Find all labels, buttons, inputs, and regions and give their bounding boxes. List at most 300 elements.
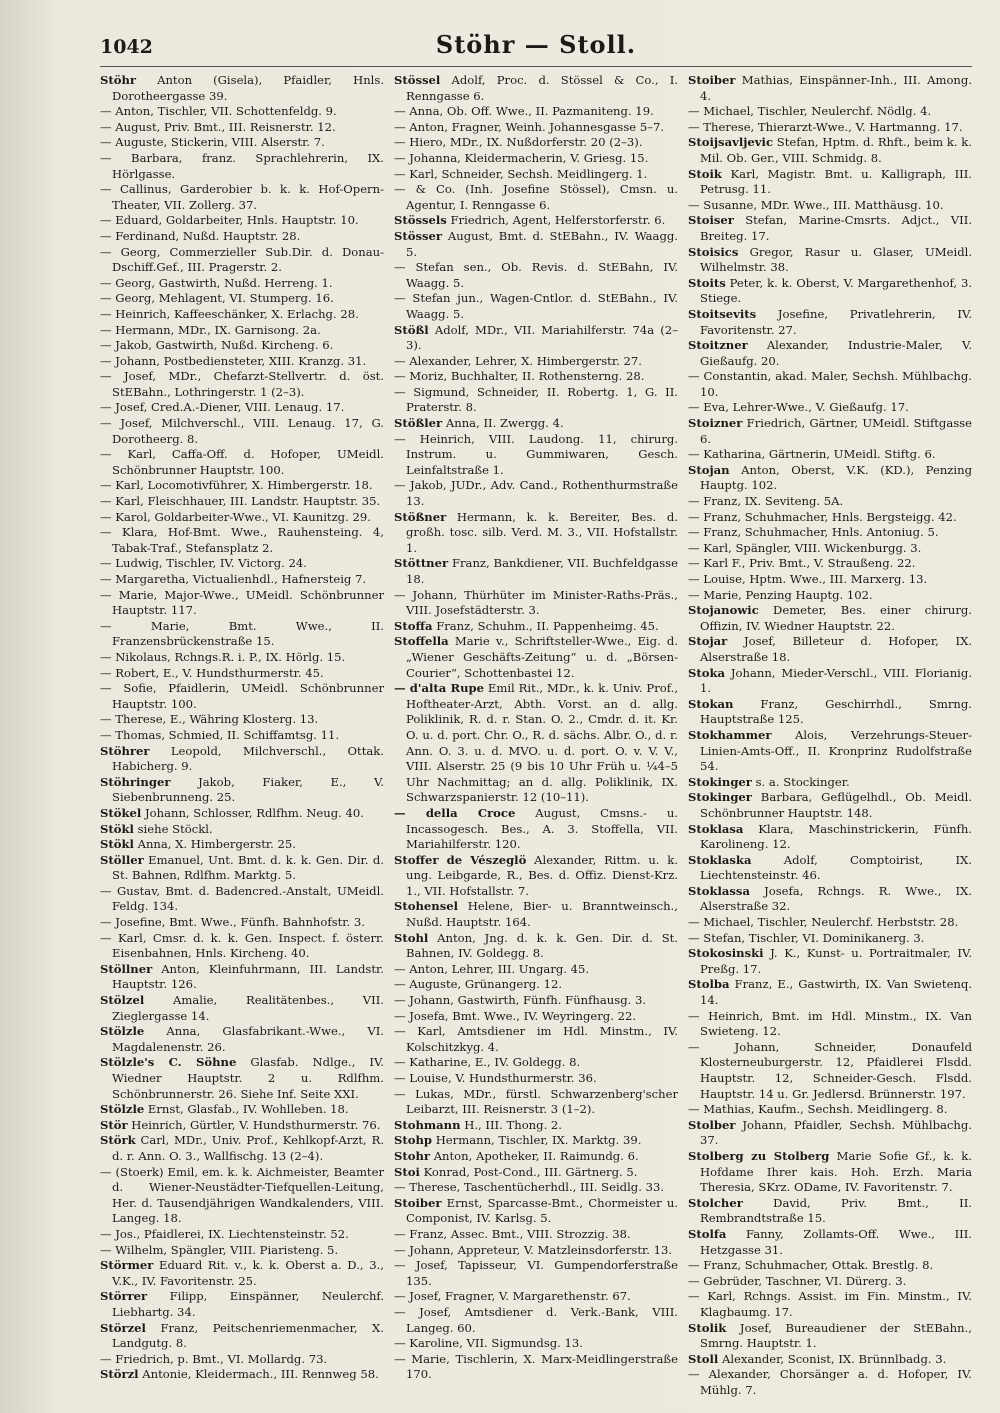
directory-entry bbox=[688, 541, 972, 557]
entry-details: Adolf, MDr., VII. Mariahilferstr. 74a (2–3). bbox=[406, 322, 678, 353]
entry-details: Adolf, Comptoirist, IX. Liechtensteinstr. 46. bbox=[700, 852, 972, 883]
entry-details: — Alexander, Chorsänger a. d. Hofoper, IV. Mühlg. 7. bbox=[688, 1367, 972, 1397]
directory-entry bbox=[100, 494, 384, 510]
directory-entry bbox=[394, 104, 678, 120]
directory-entry bbox=[394, 1258, 678, 1289]
directory-entry bbox=[394, 260, 678, 291]
entry-details: Helene, Bier- u. Branntweinsch., Nußd. Hauptstr. 164. bbox=[406, 899, 678, 930]
directory-entry bbox=[394, 1087, 678, 1118]
entry-details: David, Priv. Bmt., II. Rembrandtstraße 15. bbox=[700, 1195, 972, 1226]
directory-entry bbox=[100, 915, 384, 931]
directory-entry bbox=[394, 1118, 678, 1134]
directory-entry bbox=[100, 416, 384, 447]
directory-entry bbox=[688, 556, 972, 572]
directory-entry bbox=[394, 681, 678, 806]
directory-entry bbox=[100, 338, 384, 354]
directory-entry bbox=[688, 977, 972, 1008]
entry-surname: Stojan bbox=[688, 462, 730, 477]
entry-details: Filipp, Einspänner, Neulerchf. Liebhartg. 34. bbox=[112, 1289, 384, 1319]
entry-details: — Anton, Tischler, VII. Schottenfeldg. 9. bbox=[100, 104, 337, 119]
entry-details: — & Co. (Inh. Josefine Stössel), Cmsn. u. Agentur, I. Renngasse 6. bbox=[394, 182, 678, 212]
directory-entry bbox=[688, 1352, 972, 1368]
directory-entry bbox=[688, 697, 972, 728]
directory-entry bbox=[688, 572, 972, 588]
entry-details: — Nikolaus, Rchngs.R. i. P., IX. Hörlg. 15. bbox=[100, 649, 346, 664]
directory-entry bbox=[100, 1258, 384, 1289]
directory-entry bbox=[394, 1055, 678, 1071]
directory-entry bbox=[394, 931, 678, 962]
column-right bbox=[688, 73, 972, 1398]
directory-entry bbox=[100, 307, 384, 323]
entry-details: Klara, Maschinstrickerin, Fünfh. Karolineng. 12. bbox=[700, 821, 972, 852]
directory-entry bbox=[688, 494, 972, 510]
directory-entry bbox=[100, 666, 384, 682]
entry-details: Amalie, Realitätenbes., VII. Zieglergasse 14. bbox=[112, 993, 384, 1023]
directory-entry bbox=[394, 1165, 678, 1181]
entry-details: Leopold, Milchverschl., Ottak. Habicherg. 9. bbox=[112, 743, 384, 774]
directory-entry bbox=[394, 977, 678, 993]
entry-surname: — della Croce bbox=[394, 805, 516, 820]
directory-entry bbox=[688, 1289, 972, 1320]
entry-details: — Sofie, Pfaidlerin, UMeidl. Schönbrunner Hauptstr. 100. bbox=[100, 681, 384, 711]
directory-entry bbox=[100, 1289, 384, 1320]
entry-details: — Georg, Commerzieller Sub.Dir. d. Donau-Dschiff.Gef., III. Pragerstr. 2. bbox=[100, 244, 384, 275]
entry-surname: Stokosinski bbox=[688, 946, 764, 961]
directory-entry bbox=[394, 1009, 678, 1025]
directory-entry bbox=[394, 229, 678, 260]
directory-entry bbox=[100, 884, 384, 915]
entry-details: Johann, Pfaidler, Sechsh. Mühlbachg. 37. bbox=[700, 1117, 972, 1148]
entry-details: — Jakob, Gastwirth, Nußd. Kircheng. 6. bbox=[100, 338, 334, 353]
directory-entry bbox=[394, 167, 678, 183]
directory-entry bbox=[100, 151, 384, 182]
entry-surname: Stoffer de Vészeglö bbox=[394, 852, 527, 867]
directory-entry bbox=[688, 1227, 972, 1258]
entry-details: Heinrich, Gürtler, V. Hundsthurmerstr. 76. bbox=[131, 1117, 381, 1132]
directory-entry bbox=[394, 1336, 678, 1352]
entry-surname: Stölzle's C. Söhne bbox=[100, 1055, 237, 1070]
directory-entry bbox=[394, 1133, 678, 1149]
entry-surname: Stojanowic bbox=[688, 603, 759, 618]
directory-entry bbox=[100, 323, 384, 339]
directory-entry bbox=[394, 962, 678, 978]
directory-entry bbox=[100, 1352, 384, 1368]
directory-entry bbox=[100, 588, 384, 619]
entry-details: — Therese, Taschentücherhdl., III. Seidlg. 33. bbox=[394, 1180, 665, 1195]
entry-surname: Stöttner bbox=[394, 556, 449, 571]
entry-surname: Stoijsavljevic bbox=[688, 135, 774, 150]
entry-details: — Johann, Gastwirth, Fünfh. Fünfhausg. 3. bbox=[394, 993, 647, 1008]
entry-surname: Stör bbox=[100, 1117, 128, 1132]
entry-details: — Josef, MDr., Chefarzt-Stellvertr. d. öst. StEBahn., Lothringerstr. 1 (2–3). bbox=[100, 369, 384, 399]
entry-surname: Stoiber bbox=[394, 1195, 442, 1210]
entry-surname: Störk bbox=[100, 1133, 136, 1148]
directory-entry bbox=[688, 307, 972, 338]
entry-details: — Hermann, MDr., IX. Garnisong. 2a. bbox=[100, 322, 321, 337]
entry-details: — Barbara, franz. Sprachlehrerin, IX. Hörlgasse. bbox=[100, 150, 384, 181]
directory-entry bbox=[394, 432, 678, 479]
entry-surname: Stoiber bbox=[688, 73, 736, 87]
directory-entry bbox=[100, 775, 384, 806]
entry-details: August, Cmsns.- u. Incassogesch. Bes., A. 3. Stoffella, VII. Mariahilferstr. 120. bbox=[406, 805, 678, 852]
entry-details: — Anna, Ob. Off. Wwe., II. Pazmaniteng. 19. bbox=[394, 104, 654, 119]
entry-surname: Stössels bbox=[394, 213, 447, 228]
directory-entry bbox=[100, 1055, 384, 1102]
entry-details: Stefan, Marine-Cmsrts. Adjct., VII. Breiteg. 17. bbox=[700, 213, 972, 243]
directory-entry bbox=[100, 229, 384, 245]
entry-details: — Anton, Lehrer, III. Ungarg. 45. bbox=[394, 961, 590, 976]
directory-entry bbox=[100, 806, 384, 822]
entry-details: — August, Priv. Bmt., III. Reisnerstr. 12. bbox=[100, 119, 336, 134]
entry-surname: Stoffa bbox=[394, 618, 433, 633]
entry-surname: Stolcher bbox=[688, 1195, 743, 1210]
entry-details: — Karl F., Priv. Bmt., V. Straußeng. 22. bbox=[688, 556, 916, 571]
directory-entry bbox=[688, 510, 972, 526]
entry-details: Ernst, Sparcasse-Bmt., Chormeister u. Componist, IV. Karlsg. 5. bbox=[406, 1195, 678, 1226]
entry-details: Anna, II. Zwergg. 4. bbox=[445, 416, 564, 431]
directory-entry bbox=[688, 634, 972, 665]
entry-details: — Constantin, akad. Maler, Sechsh. Mühlbachg. 10. bbox=[688, 369, 972, 399]
directory-entry bbox=[100, 478, 384, 494]
directory-entry bbox=[100, 1133, 384, 1164]
entry-details: — Franz, Schuhmacher, Hnls. Antoniug. 5. bbox=[688, 525, 939, 540]
entry-details: — Johann, Postbediensteter, XIII. Kranzg. 31. bbox=[100, 353, 367, 368]
directory-entry bbox=[394, 182, 678, 213]
entry-details: Johann, Mieder-Verschl., VIII. Florianig. 1. bbox=[700, 665, 972, 696]
entry-details: — Ludwig, Tischler, IV. Victorg. 24. bbox=[100, 556, 307, 571]
entry-details: Franz, Peitschenriemenmacher, X. Landgutg. 8. bbox=[112, 1320, 384, 1351]
entry-details: — Hiero, MDr., IX. Nußdorferstr. 20 (2–3). bbox=[394, 135, 643, 150]
directory-entry bbox=[394, 369, 678, 385]
directory-entry bbox=[394, 1196, 678, 1227]
entry-details: — Marie, Major-Wwe., UMeidl. Schönbrunner Hauptstr. 117. bbox=[100, 587, 384, 618]
directory-entry bbox=[100, 556, 384, 572]
directory-entry bbox=[688, 416, 972, 447]
entry-surname: Stolba bbox=[688, 977, 730, 992]
directory-entry bbox=[394, 634, 678, 681]
entry-surname: Stößler bbox=[394, 416, 443, 431]
entry-details: — Karl, Schneider, Sechsh. Meidlingerg. 1. bbox=[394, 166, 648, 181]
running-head: Stöhr — Stoll. bbox=[435, 30, 637, 59]
entry-surname: Stoitzner bbox=[688, 338, 748, 353]
directory-entry bbox=[688, 1274, 972, 1290]
directory-entry bbox=[688, 1196, 972, 1227]
directory-entry bbox=[688, 1321, 972, 1352]
entry-details: — Mathias, Kaufm., Sechsh. Meidlingerg. 8. bbox=[688, 1102, 948, 1117]
entry-details: — Karoline, VII. Sigmundsg. 13. bbox=[394, 1336, 583, 1351]
entry-details: Mathias, Einspänner-Inh., III. Among. 4. bbox=[700, 73, 972, 103]
entry-surname: Stoitsevits bbox=[688, 306, 757, 321]
entry-details: — (Stoerk) Emil, em. k. k. Aichmeister, Beamter d. Wiener-Neustädter-Tiefquellen-Leitung, Her. d. Tausendjährigen Wandkalenders, VIII. Langeg. 18. bbox=[100, 1164, 384, 1226]
directory-entry bbox=[100, 510, 384, 526]
directory-entry bbox=[100, 276, 384, 292]
directory-entry bbox=[394, 135, 678, 151]
directory-entry bbox=[100, 650, 384, 666]
entry-surname: Stohp bbox=[394, 1133, 432, 1148]
entry-details: — Wilhelm, Spängler, VIII. Piaristeng. 5. bbox=[100, 1242, 339, 1257]
page-number: 1042 bbox=[100, 36, 153, 58]
entry-details: — Louise, Hptm. Wwe., III. Marxerg. 13. bbox=[688, 572, 928, 586]
entry-details: Emanuel, Unt. Bmt. d. k. k. Gen. Dir. d. St. Bahnen, Rdlfhm. Marktg. 5. bbox=[112, 852, 384, 883]
directory-entry bbox=[394, 416, 678, 432]
directory-entry bbox=[394, 588, 678, 619]
directory-entry bbox=[394, 385, 678, 416]
entry-details: Anton, Apotheker, II. Raimundg. 6. bbox=[433, 1148, 639, 1163]
entry-details: Friedrich, Agent, Helferstorferstr. 6. bbox=[450, 213, 666, 228]
entry-details: — Michael, Tischler, Neulerchf. Nödlg. 4. bbox=[688, 104, 932, 119]
directory-entry bbox=[688, 245, 972, 276]
directory-entry bbox=[688, 463, 972, 494]
entry-details: — Callinus, Garderobier b. k. k. Hof-Opern-Theater, VII. Zollerg. 37. bbox=[100, 182, 384, 212]
directory-entry bbox=[100, 1243, 384, 1259]
entry-details: — Marie, Penzing Hauptg. 102. bbox=[688, 587, 873, 602]
entry-surname: Stohr bbox=[394, 1148, 430, 1163]
directory-entry bbox=[100, 525, 384, 556]
entry-details: — Johann, Thürhüter im Minister-Raths-Präs., VIII. Josefstädterstr. 3. bbox=[394, 587, 678, 618]
directory-entry bbox=[100, 837, 384, 853]
directory-entry bbox=[688, 198, 972, 214]
directory-entry bbox=[688, 822, 972, 853]
directory-entry bbox=[394, 1289, 678, 1305]
column-left bbox=[100, 73, 384, 1398]
directory-entry bbox=[394, 1227, 678, 1243]
entry-details: — Stefan jun., Wagen-Cntlor. d. StEBahn., IV. Waagg. 5. bbox=[394, 291, 678, 321]
directory-entry bbox=[688, 931, 972, 947]
entry-details: — Gebrüder, Taschner, VI. Dürerg. 3. bbox=[688, 1273, 907, 1288]
entry-details: August, Bmt. d. StEBahn., IV. Waagg. 5. bbox=[406, 228, 678, 259]
directory-entry bbox=[394, 151, 678, 167]
entry-details: — Josef, Tapisseur, VI. Gumpendorferstraße 135. bbox=[394, 1258, 678, 1288]
entry-surname: Stokinger bbox=[688, 790, 752, 805]
directory-entry bbox=[394, 291, 678, 322]
entry-surname: Stoka bbox=[688, 665, 726, 680]
entry-details: Josefa, Rchngs. R. Wwe., IX. Alserstraße 32. bbox=[700, 883, 972, 914]
directory-entry bbox=[394, 73, 678, 104]
entry-details: — Margaretha, Victualienhdl., Hafnersteig 7. bbox=[100, 572, 367, 586]
entry-surname: Stössel bbox=[394, 73, 441, 87]
directory-entry bbox=[688, 276, 972, 307]
entry-surname: Stoik bbox=[688, 166, 722, 181]
entry-surname: Stoklasa bbox=[688, 821, 744, 836]
directory-entry bbox=[394, 478, 678, 509]
entry-details: — Johann, Schneider, Donaufeld Klosterneuburgerstr. 12, Pfaidlerei Flsdd. Hauptstr. 12, Schneider-Gesch. Flsdd. Hauptstr. 14 u. Gr. Jedlersd. Brünnerstr. 197. bbox=[688, 1039, 972, 1101]
entry-surname: Störzel bbox=[100, 1320, 146, 1335]
entry-details: — Josef, Amtsdiener d. Verk.-Bank, VIII. Langeg. 60. bbox=[394, 1304, 678, 1335]
directory-entry bbox=[100, 1102, 384, 1118]
entry-details: Ernst, Glasfab., IV. Wohlleben. 18. bbox=[147, 1102, 349, 1117]
directory-entry bbox=[394, 510, 678, 557]
entry-surname: Stöhrer bbox=[100, 743, 150, 758]
directory-entry bbox=[100, 400, 384, 416]
directory-entry bbox=[688, 884, 972, 915]
directory-entry bbox=[394, 619, 678, 635]
directory-entry bbox=[100, 182, 384, 213]
directory-entry bbox=[688, 1040, 972, 1102]
entry-details: — Stefan sen., Ob. Revis. d. StEBahn, IV. Waagg. 5. bbox=[394, 260, 678, 290]
entry-details: — Katharina, Gärtnerin, UMeidl. Stiftg. 6. bbox=[688, 447, 936, 462]
entry-details: Friedrich, Gärtner, UMeidl. Stiftgasse 6. bbox=[700, 416, 972, 446]
entry-details: — Heinrich, Kaffeeschänker, X. Erlachg. 28. bbox=[100, 306, 359, 321]
directory-entry bbox=[688, 853, 972, 884]
directory-entry bbox=[688, 135, 972, 166]
entry-details: Anton, Kleinfuhrmann, III. Landstr. Hauptstr. 126. bbox=[112, 961, 384, 992]
directory-entry bbox=[394, 1305, 678, 1336]
entry-details: Antonie, Kleidermach., III. Rennweg 58. bbox=[142, 1367, 379, 1382]
entry-details: Adolf, Proc. d. Stössel & Co., I. Renngasse 6. bbox=[406, 73, 678, 103]
entry-surname: Störmer bbox=[100, 1258, 154, 1273]
directory-entry bbox=[688, 588, 972, 604]
directory-entry bbox=[100, 213, 384, 229]
entry-details: Alois, Verzehrungs-Steuer-Linien-Amts-Off., II. Kronprinz Rudolfstraße 54. bbox=[700, 727, 972, 774]
entry-details: — Therese, E., Währing Klosterg. 13. bbox=[100, 712, 319, 727]
entry-surname: Stohensel bbox=[394, 899, 459, 914]
entry-surname: Stöhr bbox=[100, 73, 136, 87]
directory-entry bbox=[394, 806, 678, 853]
directory-entry bbox=[688, 338, 972, 369]
entry-surname: Stösser bbox=[394, 228, 442, 243]
entry-surname: Stoizner bbox=[688, 416, 743, 431]
entry-surname: Stokhammer bbox=[688, 727, 772, 742]
entry-details: — Heinrich, VIII. Laudong. 11, chirurg. Instrum. u. Gummiwaren, Gesch. Leinfaltstraße 1. bbox=[394, 431, 678, 477]
entry-details: Hermann, Tischler, IX. Marktg. 39. bbox=[435, 1133, 642, 1148]
entry-details: — Gustav, Bmt. d. Badencred.-Anstalt, UMeidl. Feldg. 134. bbox=[100, 883, 384, 914]
entry-details: — Susanne, MDr. Wwe., III. Matthäusg. 10. bbox=[688, 197, 944, 212]
entry-surname: Stoi bbox=[394, 1164, 420, 1179]
directory-entry bbox=[688, 400, 972, 416]
directory-entry bbox=[688, 104, 972, 120]
entry-details: — Robert, E., V. Hundsthurmerstr. 45. bbox=[100, 665, 324, 680]
entry-details: — Johanna, Kleidermacherin, V. Griesg. 15. bbox=[394, 150, 649, 165]
directory-entry bbox=[688, 1118, 972, 1149]
entry-surname: Stoklassa bbox=[688, 883, 750, 898]
directory-entry bbox=[688, 447, 972, 463]
entry-details: Alexander, Rittm. u. k. ung. Leibgarde, R., Bes. d. Offiz. Dienst-Krz. 1., VII. Hofstallstr. 7. bbox=[406, 852, 678, 898]
entry-details: — Friedrich, p. Bmt., VI. Mollardg. 73. bbox=[100, 1351, 328, 1366]
directory-entry bbox=[688, 666, 972, 697]
directory-entry bbox=[100, 822, 384, 838]
directory-entry bbox=[394, 853, 678, 900]
directory-entry bbox=[688, 1149, 972, 1196]
entry-surname: — d'alta Rupe bbox=[394, 681, 485, 696]
entry-details: Anna, Glasfabrikant.-Wwe., VI. Magdalenenstr. 26. bbox=[112, 1024, 384, 1054]
entry-details: J. K., Kunst- u. Portraitmaler, IV. Preßg. 17. bbox=[700, 946, 972, 976]
entry-details: Josef, Bureaudiener der StEBahn., Smrng. Hauptstr. 1. bbox=[700, 1320, 972, 1351]
directory-entry bbox=[100, 135, 384, 151]
entry-details: — Josef, Fragner, V. Margarethenstr. 67. bbox=[394, 1289, 631, 1304]
entry-details: Karl, Magistr. Bmt. u. Kalligraph, III. Petrusg. 11. bbox=[700, 166, 972, 197]
entry-details: — Karl, Amtsdiener im Hdl. Minstm., IV. Kolschitzkyg. 4. bbox=[394, 1024, 678, 1054]
entry-details: Franz, E., Gastwirth, IX. Van Swietenq. 14. bbox=[700, 977, 972, 1008]
entry-details: — Auguste, Grünangerg. 12. bbox=[394, 977, 563, 992]
directory-entry bbox=[688, 120, 972, 136]
directory-entry bbox=[100, 1118, 384, 1134]
entry-details: Demeter, Bes. einer chirurg. Offizin, IV. Wiedner Hauptstr. 22. bbox=[700, 603, 972, 633]
entry-details: — Louise, V. Hundsthurmerstr. 36. bbox=[394, 1071, 597, 1085]
directory-entry bbox=[100, 931, 384, 962]
entry-surname: Stökl bbox=[100, 821, 134, 836]
entry-surname: Störzl bbox=[100, 1367, 139, 1382]
entry-details: — Karl, Rchngs. Assist. im Fin. Minstm., IV. Klagbaumg. 17. bbox=[688, 1289, 972, 1319]
entry-details: Carl, MDr., Univ. Prof., Kehlkopf-Arzt, R. d. r. Ann. O. 3., Wallfischg. 13 (2–4). bbox=[112, 1133, 384, 1163]
entry-details: — Karl, Cmsr. d. k. k. Gen. Inspect. f. österr. Eisenbahnen, Hnls. Kircheng. 40. bbox=[100, 930, 384, 961]
entry-details: — Franz, Schuhmacher, Hnls. Bergsteigg. 42. bbox=[688, 509, 957, 524]
directory-entry bbox=[100, 245, 384, 276]
entry-surname: Stölzel bbox=[100, 993, 145, 1008]
entry-surname: Stöller bbox=[100, 852, 144, 867]
entry-details: Anton, Jng. d. k. k. Gen. Dir. d. St. Bahnen, IV. Goldegg. 8. bbox=[406, 930, 678, 961]
entry-details: Barbara, Geflügelhdl., Ob. Meidl. Schönbrunner Hauptstr. 148. bbox=[700, 790, 972, 820]
entry-details: — Therese, Thierarzt-Wwe., V. Hartmanng. 17. bbox=[688, 119, 963, 134]
entry-details: — Georg, Gastwirth, Nußd. Herreng. 1. bbox=[100, 275, 333, 290]
directory-entry bbox=[688, 213, 972, 244]
directory-entry bbox=[100, 712, 384, 728]
directory-entry bbox=[100, 1227, 384, 1243]
entry-details: — Jakob, JUDr., Adv. Cand., Rothenthurmstraße 13. bbox=[394, 478, 678, 509]
directory-entry bbox=[688, 775, 972, 791]
directory-entry bbox=[688, 73, 972, 104]
entry-details: — Georg, Mehlagent, VI. Stumperg. 16. bbox=[100, 291, 334, 306]
entry-details: — Lukas, MDr., fürstl. Schwarzenberg'scher Leibarzt, III. Reisnerstr. 3 (1–2). bbox=[394, 1086, 678, 1117]
entry-details: H., III. Thong. 2. bbox=[464, 1117, 562, 1132]
entry-details: — Karl, Spängler, VIII. Wickenburgg. 3. bbox=[688, 540, 922, 555]
entry-details: — Moriz, Buchhalter, II. Rothensterng. 28. bbox=[394, 369, 645, 384]
entry-details: — Sigmund, Schneider, II. Robertg. 1, G. II. Praterstr. 8. bbox=[394, 384, 678, 415]
directory-entry bbox=[394, 1024, 678, 1055]
entry-details: — Karl, Locomotivführer, X. Himbergerstr. 18. bbox=[100, 478, 373, 493]
entry-details: Josefine, Privatlehrerin, IV. Favoritenstr. 27. bbox=[700, 306, 972, 337]
directory-entry bbox=[100, 619, 384, 650]
entry-details: Konrad, Post-Cond., III. Gärtnerg. 5. bbox=[423, 1164, 638, 1179]
entry-surname: Stößner bbox=[394, 509, 447, 524]
column-middle bbox=[394, 73, 678, 1398]
entry-details: Stefan, Hptm. d. Rhft., beim k. k. Mil. Ob. Ger., VIII. Schmidg. 8. bbox=[700, 135, 972, 165]
entry-surname: Stößl bbox=[394, 322, 429, 337]
directory-entry bbox=[688, 915, 972, 931]
directory-entry bbox=[100, 1367, 384, 1383]
entry-surname: Stolfa bbox=[688, 1226, 727, 1241]
directory-entry bbox=[688, 525, 972, 541]
entry-details: Franz, Bankdiener, VII. Buchfeldgasse 18. bbox=[406, 556, 678, 586]
entry-details: — Franz, Schuhmacher, Ottak. Brestlg. 8. bbox=[688, 1258, 934, 1273]
entry-surname: Stohl bbox=[394, 930, 429, 945]
entry-details: Alexander, Sconist, IX. Brünnlbadg. 3. bbox=[721, 1351, 947, 1366]
entry-details: Marie v., Schriftsteller-Wwe., Eig. d. „Wiener Geschäfts-Zeitung“ u. d. „Börsen-Courier“, Schottenbastei 12. bbox=[406, 634, 678, 680]
entry-details: Hermann, k. k. Bereiter, Bes. d. großh. tosc. silb. Verd. M. 3., VII. Hofstallstr. 1. bbox=[406, 509, 678, 555]
entry-details: s. a. Stockinger. bbox=[755, 774, 850, 789]
directory-entry bbox=[100, 369, 384, 400]
entry-details: — Marie, Bmt. Wwe., II. Franzensbrückenstraße 15. bbox=[100, 618, 384, 649]
entry-details: Gregor, Rasur u. Glaser, UMeidl. Wilhelmstr. 38. bbox=[700, 244, 972, 275]
entry-details: — Franz, IX. Seviteng. 5A. bbox=[688, 494, 844, 509]
directory-entry bbox=[688, 1367, 972, 1398]
entry-details: Josef, Billeteur d. Hofoper, IX. Alserstraße 18. bbox=[700, 634, 972, 664]
directory-entry bbox=[100, 1024, 384, 1055]
directory-entry bbox=[100, 993, 384, 1024]
directory-entry bbox=[100, 728, 384, 744]
directory-entry bbox=[100, 120, 384, 136]
entry-details: — Auguste, Stickerin, VIII. Alserstr. 7. bbox=[100, 135, 325, 150]
directory-entry bbox=[100, 1165, 384, 1227]
entry-details: Marie Sofie Gf., k. k. Hofdame Ihrer kais. Hoh. Erzh. Maria Theresia, SKrz. ODame, IV. Favoritenstr. 7. bbox=[700, 1148, 972, 1195]
directory-entry bbox=[394, 1243, 678, 1259]
entry-details: Jakob, Fiaker, E., V. Siebenbrunneng. 25. bbox=[112, 774, 384, 805]
directory-entry bbox=[394, 1180, 678, 1196]
entry-surname: Stöhringer bbox=[100, 774, 171, 789]
entry-surname: Stoiser bbox=[688, 213, 734, 228]
directory-entry bbox=[394, 1071, 678, 1087]
directory-entry bbox=[394, 120, 678, 136]
entry-details: Franz, Schuhm., II. Pappenheimg. 45. bbox=[436, 618, 659, 633]
